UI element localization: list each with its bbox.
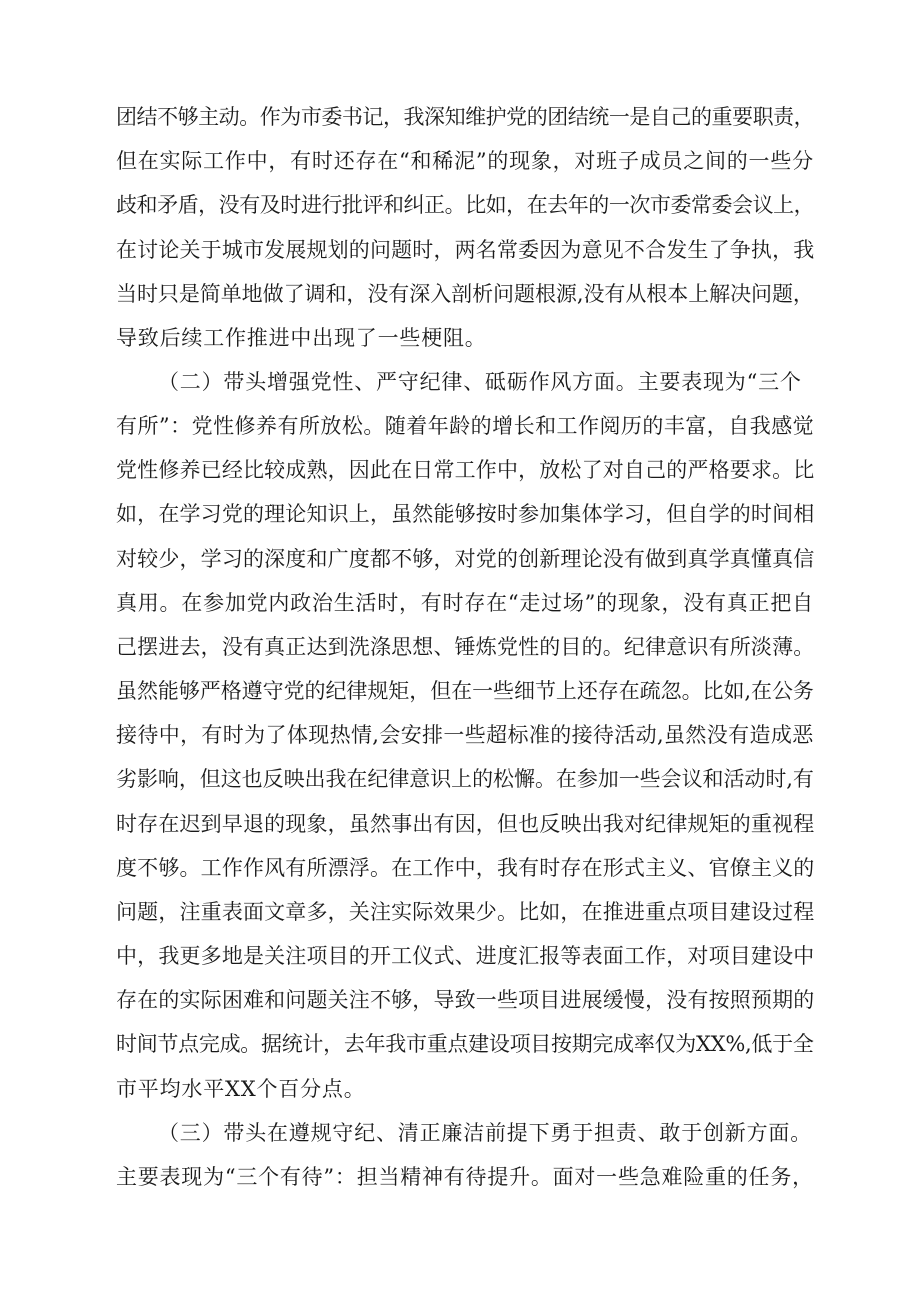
section-3-heading-line: （三）带头在遵规守纪、清正廉洁前提下勇于担责、敢于创新方面。 bbox=[158, 1121, 812, 1145]
paragraph-1-line-3: 歧和矛盾，没有及时进行批评和纠正。比如，在去年的一次市委常委会议上， bbox=[116, 193, 815, 217]
paragraph-1-line-6: 导致后续工作推进中出现了一些梗阻。 bbox=[116, 326, 487, 350]
paragraph-1-line-2: 但在实际工作中，有时还存在“和稀泥”的现象，对班子成员之间的一些分 bbox=[116, 149, 814, 173]
paragraph-2-line-17: 市平均水平XX个百分点。 bbox=[116, 1077, 366, 1101]
paragraph-2-line-3: 党性修养已经比较成熟，因此在日常工作中，放松了对自己的严格要求。比 bbox=[116, 458, 815, 482]
paragraph-2-line-13: 问题，注重表面文章多，关注实际效果少。比如，在推进重点项目建设过程 bbox=[116, 900, 815, 924]
paragraph-2-line-8: 虽然能够严格遵守党的纪律规矩，但在一些细节上还存在疏忽。比如,在公务 bbox=[116, 679, 814, 703]
paragraph-2-line-6: 真用。在参加党内政治生活时，有时存在“走过场”的现象，没有真正把自 bbox=[116, 591, 814, 615]
paragraph-1-line-5: 当时只是简单地做了调和，没有深入剖析问题根源,没有从根本上解决问题， bbox=[116, 282, 814, 306]
paragraph-2-line-12: 度不够。工作作风有所漂浮。在工作中，我有时存在形式主义、官僚主义的 bbox=[116, 856, 815, 880]
paragraph-2-line-9: 接待中，有时为了体现热情,会安排一些超标准的接待活动,虽然没有造成恶 bbox=[116, 723, 814, 747]
paragraph-2-line-14: 中，我更多地是关注项目的开工仪式、进度汇报等表面工作，对项目建设中 bbox=[116, 944, 815, 968]
paragraph-2-line-2: 有所”：党性修养有所放松。随着年龄的增长和工作阅历的丰富，自我感觉 bbox=[116, 414, 815, 438]
paragraph-2-line-10: 劣影响，但这也反映出我在纪律意识上的松懈。在参加一些会议和活动时,有 bbox=[116, 767, 814, 791]
paragraph-3-line-2: 主要表现为“三个有待”：担当精神有待提升。面对一些急难险重的任务， bbox=[116, 1165, 814, 1189]
section-2-heading-line: （二）带头增强党性、严守纪律、砥砺作风方面。主要表现为“三个 bbox=[158, 370, 802, 394]
paragraph-2-line-15: 存在的实际困难和问题关注不够，导致一些项目进展缓慢，没有按照预期的 bbox=[116, 988, 815, 1012]
paragraph-2-line-5: 对较少，学习的深度和广度都不够，对党的创新理论没有做到真学真懂真信 bbox=[116, 547, 815, 571]
paragraph-1-line-1: 团结不够主动。作为市委书记，我深知维护党的团结统一是自己的重要职责， bbox=[116, 105, 815, 129]
paragraph-2-line-16: 时间节点完成。据统计，去年我市重点建设项目按期完成率仅为XX%,低于全 bbox=[116, 1032, 814, 1056]
paragraph-2-line-11: 时存在迟到早退的现象，虽然事出有因，但也反映出我对纪律规矩的重视程 bbox=[116, 812, 815, 836]
paragraph-2-line-7: 己摆进去，没有真正达到洗涤思想、锤炼党性的目的。纪律意识有所淡薄。 bbox=[116, 635, 815, 659]
paragraph-2-line-4: 如，在学习党的理论知识上，虽然能够按时参加集体学习，但自学的时间相 bbox=[116, 502, 815, 526]
paragraph-1-line-4: 在讨论关于城市发展规划的问题时，两名常委因为意见不合发生了争执，我 bbox=[116, 238, 815, 262]
